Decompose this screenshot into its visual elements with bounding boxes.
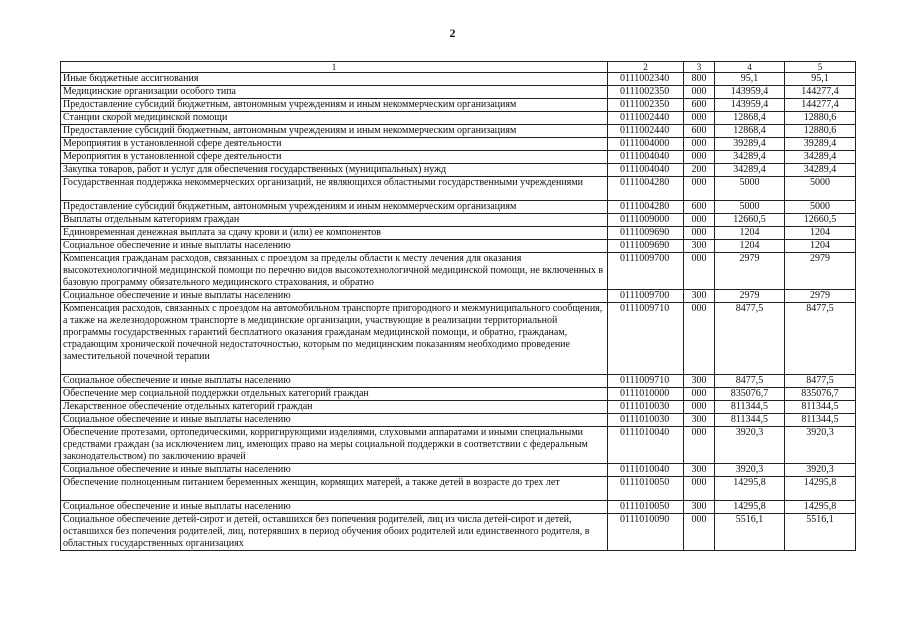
row-expense-type: 600 (684, 201, 715, 214)
table-row (61, 99, 856, 112)
row-code: 0111010040 (608, 464, 684, 477)
row-value-col4: 34289,4 (715, 151, 785, 164)
row-value-col4: 34289,4 (715, 164, 785, 177)
row-expense-type: 200 (684, 164, 715, 177)
table-row (61, 214, 856, 227)
row-name: Социальное обеспечение и иные выплаты населению (61, 414, 608, 427)
row-code: 0111009690 (608, 240, 684, 253)
row-name: Мероприятия в установленной сфере деятельности (61, 138, 608, 151)
table-row (61, 73, 856, 86)
table-row (61, 414, 856, 427)
row-name: Социальное обеспечение и иные выплаты населению (61, 501, 608, 514)
row-value-col4: 2979 (715, 253, 785, 290)
row-value-col4: 14295,8 (715, 501, 785, 514)
row-name: Социальное обеспечение и иные выплаты населению (61, 240, 608, 253)
row-name: Социальное обеспечение и иные выплаты населению (61, 290, 608, 303)
row-name: Закупка товаров, работ и услуг для обеспечения государственных (муниципальных) нужд (61, 164, 608, 177)
budget-table (60, 61, 856, 551)
row-expense-type: 000 (684, 514, 715, 551)
row-value-col4: 1204 (715, 227, 785, 240)
table-row (61, 227, 856, 240)
row-value-col4: 2979 (715, 290, 785, 303)
table-row (61, 253, 856, 290)
row-code: 0111010030 (608, 401, 684, 414)
row-expense-type: 600 (684, 125, 715, 138)
row-code: 0111002340 (608, 73, 684, 86)
row-value-col5: 34289,4 (785, 164, 856, 177)
table-row (61, 388, 856, 401)
row-code: 0111004280 (608, 201, 684, 214)
row-code: 0111010000 (608, 388, 684, 401)
row-code: 0111002350 (608, 99, 684, 112)
row-code: 0111010030 (608, 414, 684, 427)
table-row (61, 86, 856, 99)
row-value-col5: 39289,4 (785, 138, 856, 151)
column-header: 2 (608, 62, 684, 73)
row-expense-type: 300 (684, 240, 715, 253)
row-code: 0111009700 (608, 253, 684, 290)
row-name: Предоставление субсидий бюджетным, автономным учреждениям и иным некоммерческим организациям (61, 201, 608, 214)
row-expense-type: 000 (684, 253, 715, 290)
table-row (61, 427, 856, 464)
row-name: Лекарственное обеспечение отдельных категорий граждан (61, 401, 608, 414)
row-value-col4: 8477,5 (715, 303, 785, 375)
row-name: Обеспечение полноценным питанием беременных женщин, кормящих матерей, а также детей в возрасте до трех лет (61, 477, 608, 501)
row-code: 0111009690 (608, 227, 684, 240)
row-code: 0111010050 (608, 477, 684, 501)
row-name: Предоставление субсидий бюджетным, автономным учреждениям и иным некоммерческим организациям (61, 125, 608, 138)
row-expense-type: 000 (684, 303, 715, 375)
row-value-col5: 3920,3 (785, 464, 856, 477)
row-value-col4: 12868,4 (715, 112, 785, 125)
table-row (61, 164, 856, 177)
row-value-col4: 5516,1 (715, 514, 785, 551)
row-value-col5: 811344,5 (785, 401, 856, 414)
row-value-col5: 5516,1 (785, 514, 856, 551)
row-name: Единовременная денежная выплата за сдачу крови и (или) ее компонентов (61, 227, 608, 240)
row-code: 0111009000 (608, 214, 684, 227)
table-row (61, 501, 856, 514)
row-name: Компенсация гражданам расходов, связанных с проездом за пределы области к месту лечения для оказания высокотехнологичной медицинской помощи по перечню видов высокотехнологичной медицинской помощи, не включенных в базовую программу обязательного медицинского страхования, и обратно (61, 253, 608, 290)
table-row (61, 201, 856, 214)
table-row (61, 151, 856, 164)
row-value-col4: 12868,4 (715, 125, 785, 138)
row-value-col4: 8477,5 (715, 375, 785, 388)
row-code: 0111010090 (608, 514, 684, 551)
column-header: 1 (61, 62, 608, 73)
row-value-col5: 811344,5 (785, 414, 856, 427)
row-code: 0111002440 (608, 112, 684, 125)
row-expense-type: 000 (684, 477, 715, 501)
row-value-col5: 1204 (785, 227, 856, 240)
row-value-col5: 3920,3 (785, 427, 856, 464)
row-value-col4: 3920,3 (715, 427, 785, 464)
row-value-col4: 12660,5 (715, 214, 785, 227)
row-name: Компенсация расходов, связанных с проездом на автомобильном транспорте пригородного и межмуниципального сообщения, а также на железнодорожном транспорте в медицинские организации, участвующие в реализации территориальной программы государственных гарантий бесплатного оказания гражданам медицинской помощи, и обратно, гражданам, страдающим хронической почечной недостаточностью, которым по медицинским показаниям необходимо проведение заместительной почечной терапии (61, 303, 608, 375)
row-expense-type: 000 (684, 227, 715, 240)
row-code: 0111009710 (608, 303, 684, 375)
row-name: Социальное обеспечение и иные выплаты населению (61, 375, 608, 388)
row-name: Станции скорой медицинской помощи (61, 112, 608, 125)
row-name: Социальное обеспечение и иные выплаты населению (61, 464, 608, 477)
row-value-col4: 1204 (715, 240, 785, 253)
row-name: Мероприятия в установленной сфере деятельности (61, 151, 608, 164)
row-expense-type: 000 (684, 177, 715, 201)
row-value-col5: 12660,5 (785, 214, 856, 227)
column-header: 5 (785, 62, 856, 73)
row-value-col5: 835076,7 (785, 388, 856, 401)
row-value-col4: 5000 (715, 177, 785, 201)
table-row (61, 401, 856, 414)
row-value-col5: 1204 (785, 240, 856, 253)
row-name: Государственная поддержка некоммерческих организаций, не являющихся областными государственными учреждениями (61, 177, 608, 201)
row-value-col5: 34289,4 (785, 151, 856, 164)
row-value-col5: 95,1 (785, 73, 856, 86)
row-value-col4: 5000 (715, 201, 785, 214)
column-header: 3 (684, 62, 715, 73)
row-value-col4: 39289,4 (715, 138, 785, 151)
row-expense-type: 300 (684, 375, 715, 388)
row-value-col5: 2979 (785, 253, 856, 290)
row-expense-type: 300 (684, 464, 715, 477)
row-code: 0111002440 (608, 125, 684, 138)
table-row (61, 464, 856, 477)
row-code: 0111004040 (608, 151, 684, 164)
row-expense-type: 600 (684, 99, 715, 112)
row-value-col5: 14295,8 (785, 477, 856, 501)
row-name: Обеспечение мер социальной поддержки отдельных категорий граждан (61, 388, 608, 401)
table-row (61, 514, 856, 551)
row-value-col5: 144277,4 (785, 86, 856, 99)
row-name: Социальное обеспечение детей-сирот и детей, оставшихся без попечения родителей, лиц из числа детей-сирот и детей, оставшихся без попечения родителей, лиц, потерявших в период обучения обоих родителей или единственного родителя, в областных государственных организациях (61, 514, 608, 551)
row-value-col5: 14295,8 (785, 501, 856, 514)
column-header: 4 (715, 62, 785, 73)
table-row (61, 125, 856, 138)
row-expense-type: 000 (684, 151, 715, 164)
row-expense-type: 000 (684, 138, 715, 151)
row-expense-type: 800 (684, 73, 715, 86)
table-row (61, 290, 856, 303)
row-expense-type: 000 (684, 401, 715, 414)
table-row (61, 375, 856, 388)
row-value-col4: 143959,4 (715, 86, 785, 99)
row-expense-type: 300 (684, 290, 715, 303)
row-value-col4: 14295,8 (715, 477, 785, 501)
row-code: 0111004000 (608, 138, 684, 151)
row-value-col5: 2979 (785, 290, 856, 303)
row-expense-type: 000 (684, 112, 715, 125)
row-value-col5: 12880,6 (785, 112, 856, 125)
row-value-col4: 3920,3 (715, 464, 785, 477)
row-value-col4: 95,1 (715, 73, 785, 86)
row-value-col5: 5000 (785, 201, 856, 214)
row-expense-type: 000 (684, 214, 715, 227)
row-name: Предоставление субсидий бюджетным, автономным учреждениям и иным некоммерческим организациям (61, 99, 608, 112)
row-value-col4: 811344,5 (715, 401, 785, 414)
row-code: 0111002350 (608, 86, 684, 99)
table-row (61, 303, 856, 375)
table-row (61, 177, 856, 201)
row-name: Иные бюджетные ассигнования (61, 73, 608, 86)
row-name: Обеспечение протезами, ортопедическими, корригирующими изделиями, слуховыми аппаратами и иными специальными средствами граждан (за исключением лиц, имеющих право на меры социальной поддержки в соответствии с федеральным законодательством) по заключению врачей (61, 427, 608, 464)
row-value-col5: 8477,5 (785, 303, 856, 375)
row-code: 0111009710 (608, 375, 684, 388)
row-expense-type: 300 (684, 414, 715, 427)
row-expense-type: 000 (684, 427, 715, 464)
table-header-row (61, 62, 856, 73)
row-expense-type: 000 (684, 86, 715, 99)
row-value-col5: 144277,4 (785, 99, 856, 112)
table-row (61, 112, 856, 125)
row-code: 0111004280 (608, 177, 684, 201)
table-row (61, 240, 856, 253)
row-expense-type: 000 (684, 388, 715, 401)
row-code: 0111010040 (608, 427, 684, 464)
row-value-col4: 811344,5 (715, 414, 785, 427)
page-number: 2 (449, 26, 456, 40)
row-code: 0111009700 (608, 290, 684, 303)
row-code: 0111004040 (608, 164, 684, 177)
row-code: 0111010050 (608, 501, 684, 514)
row-value-col5: 5000 (785, 177, 856, 201)
row-value-col4: 835076,7 (715, 388, 785, 401)
table-row (61, 477, 856, 501)
row-name: Медицинские организации особого типа (61, 86, 608, 99)
row-name: Выплаты отдельным категориям граждан (61, 214, 608, 227)
row-value-col4: 143959,4 (715, 99, 785, 112)
row-value-col5: 8477,5 (785, 375, 856, 388)
table-row (61, 138, 856, 151)
row-value-col5: 12880,6 (785, 125, 856, 138)
row-expense-type: 300 (684, 501, 715, 514)
